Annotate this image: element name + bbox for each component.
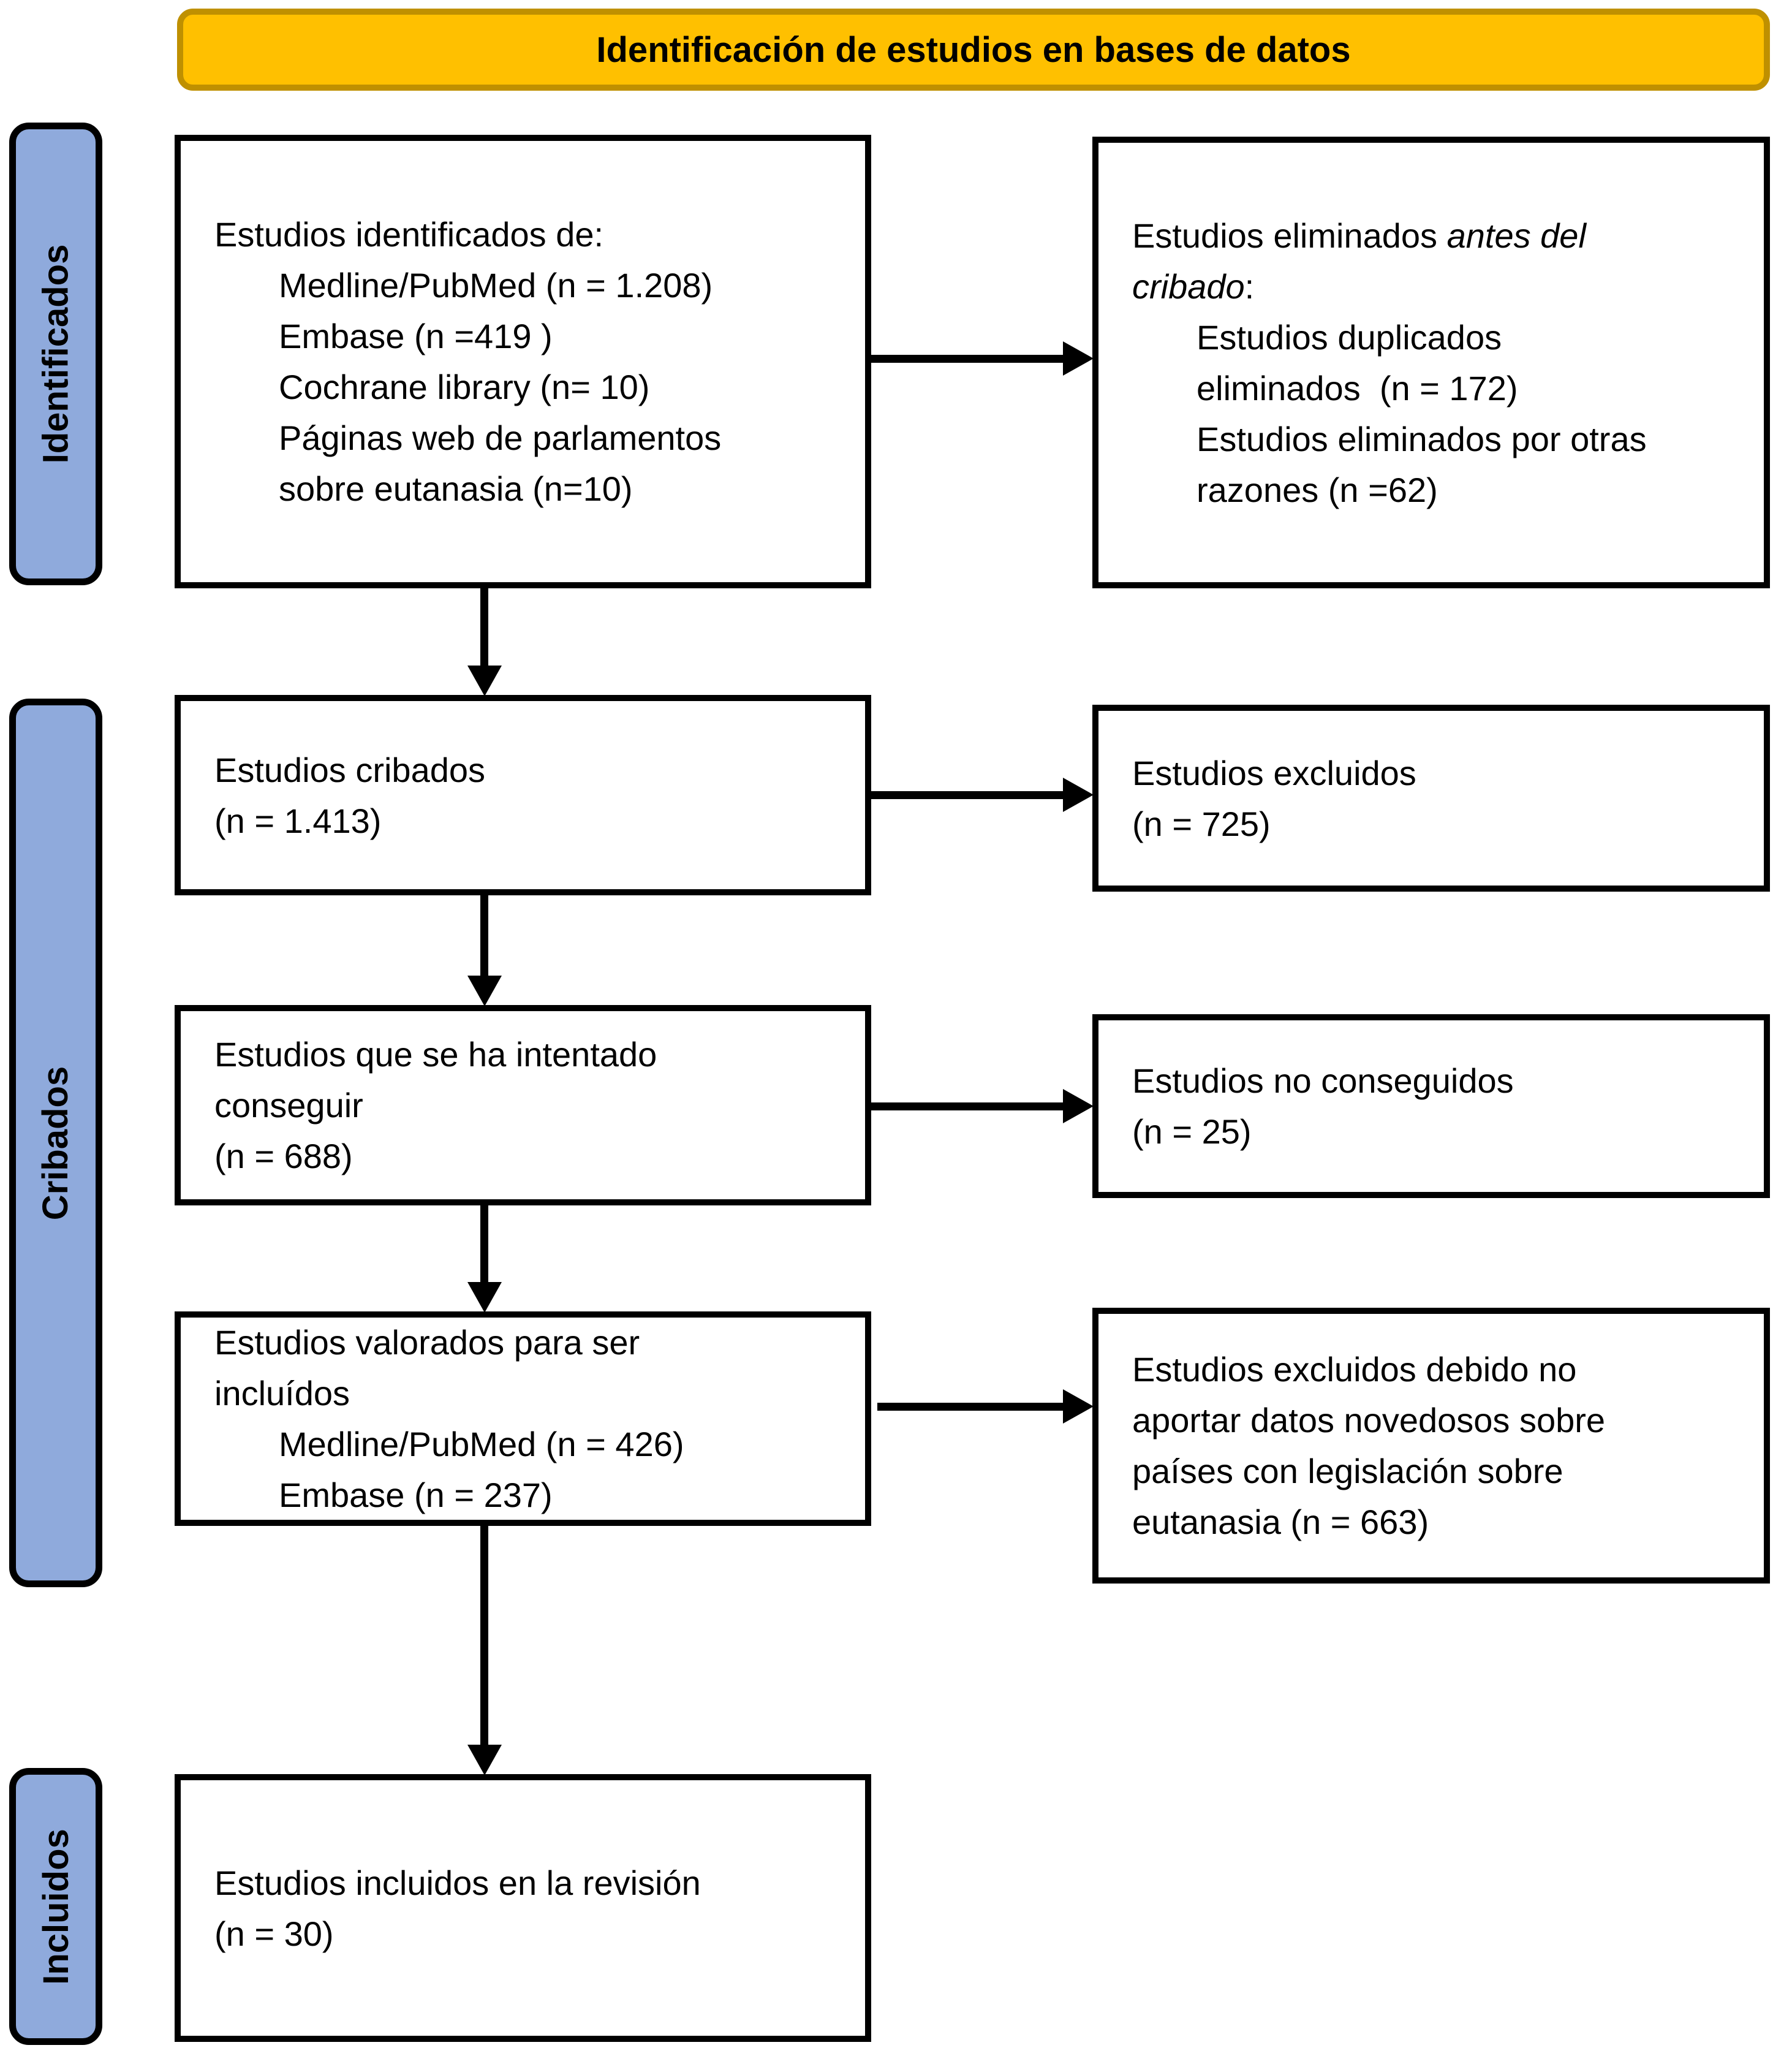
box-removed-line: Estudios duplicados (1197, 317, 1502, 357)
box-included-line: Estudios incluidos en la revisión (214, 1863, 701, 1902)
box-sought-line: (n = 688) (214, 1137, 353, 1175)
box-sought-studies (175, 1005, 871, 1205)
title-banner-label: Identificación de estudios en bases de datos (596, 29, 1351, 70)
arrow-right-identified-to-removed-shaft (871, 355, 1064, 363)
arrow-down-assessed-to-included-shaft (480, 1526, 488, 1746)
box-excluded-no-new-data-line: eutanasia (n = 663) (1132, 1503, 1429, 1541)
box-excluded-no-new-data-line: aportar datos novedosos sobre (1132, 1401, 1606, 1440)
stage-label-cribados: Cribados (36, 1066, 76, 1220)
box-removed-line (1132, 261, 1745, 312)
arrow-right-screened-to-excluded-shaft (871, 791, 1064, 799)
box-identified-line: Páginas web de parlamentos (279, 419, 722, 457)
box-not-retrieved-line: Estudios no conseguidos (1132, 1061, 1514, 1100)
box-assessed-line: Estudios valorados para ser (214, 1323, 640, 1362)
arrow-down-identified-to-screened-head (467, 666, 502, 696)
arrow-down-assessed-to-included-head (467, 1745, 502, 1775)
box-identified-line: Embase (n =419 ) (279, 317, 553, 355)
box-excluded-line: Estudios excluidos (1132, 753, 1416, 792)
arrow-down-identified-to-screened-shaft (480, 588, 488, 667)
box-removed-line: eliminados (n = 172) (1197, 368, 1518, 408)
box-removed-line (1132, 210, 1745, 261)
box-screened-line: Estudios cribados (214, 750, 486, 789)
box-assessed-line: incluídos (214, 1374, 350, 1413)
arrow-right-identified-to-removed-head (1063, 341, 1094, 376)
box-sought-line: conseguir (214, 1086, 363, 1125)
box-removed-line: Estudios eliminados por otras (1197, 419, 1647, 458)
arrow-right-sought-to-not-retrieved-shaft (871, 1102, 1064, 1110)
box-removed-line: razones (n =62) (1197, 470, 1438, 509)
arrow-down-sought-to-assessed-head (467, 1282, 502, 1313)
box-included-studies (175, 1774, 871, 2042)
box-identified-line: sobre eutanasia (n=10) (279, 469, 633, 508)
arrow-down-sought-to-assessed-shaft (480, 1205, 488, 1283)
box-excluded-studies (1092, 705, 1770, 892)
box-excluded-no-new-data-line: Estudios excluidos debido no (1132, 1350, 1577, 1389)
stage-bar-incluidos (9, 1768, 102, 2045)
stage-label-incluidos: Incluidos (36, 1828, 76, 1985)
box-assessed-line: Medline/PubMed (n = 426) (279, 1425, 684, 1463)
stage-label-identificados: Identificados (36, 244, 76, 464)
arrow-right-assessed-to-excluded-shaft (877, 1403, 1064, 1411)
box-removed-before-screening (1092, 137, 1770, 588)
box-identified-line: Medline/PubMed (n = 1.208) (279, 266, 713, 305)
box-identified-line: Estudios identificados de: (214, 215, 604, 254)
removed-line1-normal: Estudios eliminados (1132, 216, 1447, 255)
arrow-right-sought-to-not-retrieved-head (1063, 1089, 1094, 1123)
box-screened-line: (n = 1.413) (214, 801, 382, 840)
arrow-right-screened-to-excluded-head (1063, 778, 1094, 812)
box-identified-line: Cochrane library (n= 10) (279, 368, 650, 406)
stage-bar-cribados (9, 699, 102, 1587)
box-not-retrieved-line: (n = 25) (1132, 1112, 1252, 1151)
box-assessed-line: Embase (n = 237) (279, 1476, 553, 1514)
box-not-retrieved-studies (1092, 1014, 1770, 1198)
box-excluded-line: (n = 725) (1132, 804, 1271, 843)
arrow-down-screened-to-sought-head (467, 976, 502, 1006)
box-screened-studies (175, 695, 871, 895)
box-excluded-no-new-data (1092, 1308, 1770, 1584)
removed-line2-normal: : (1244, 267, 1255, 306)
box-included-line: (n = 30) (214, 1914, 334, 1953)
title-banner (177, 9, 1770, 91)
box-identified-studies (175, 135, 871, 588)
removed-line1-italic: antes del (1446, 216, 1586, 255)
arrow-right-assessed-to-excluded-head (1063, 1389, 1094, 1424)
stage-bar-identificados (9, 123, 102, 585)
box-sought-line: Estudios que se ha intentado (214, 1035, 657, 1074)
box-excluded-no-new-data-line: países con legislación sobre (1132, 1452, 1563, 1490)
arrow-down-screened-to-sought-shaft (480, 895, 488, 977)
box-assessed-studies (175, 1311, 871, 1526)
removed-line2-italic: cribado (1132, 267, 1245, 306)
